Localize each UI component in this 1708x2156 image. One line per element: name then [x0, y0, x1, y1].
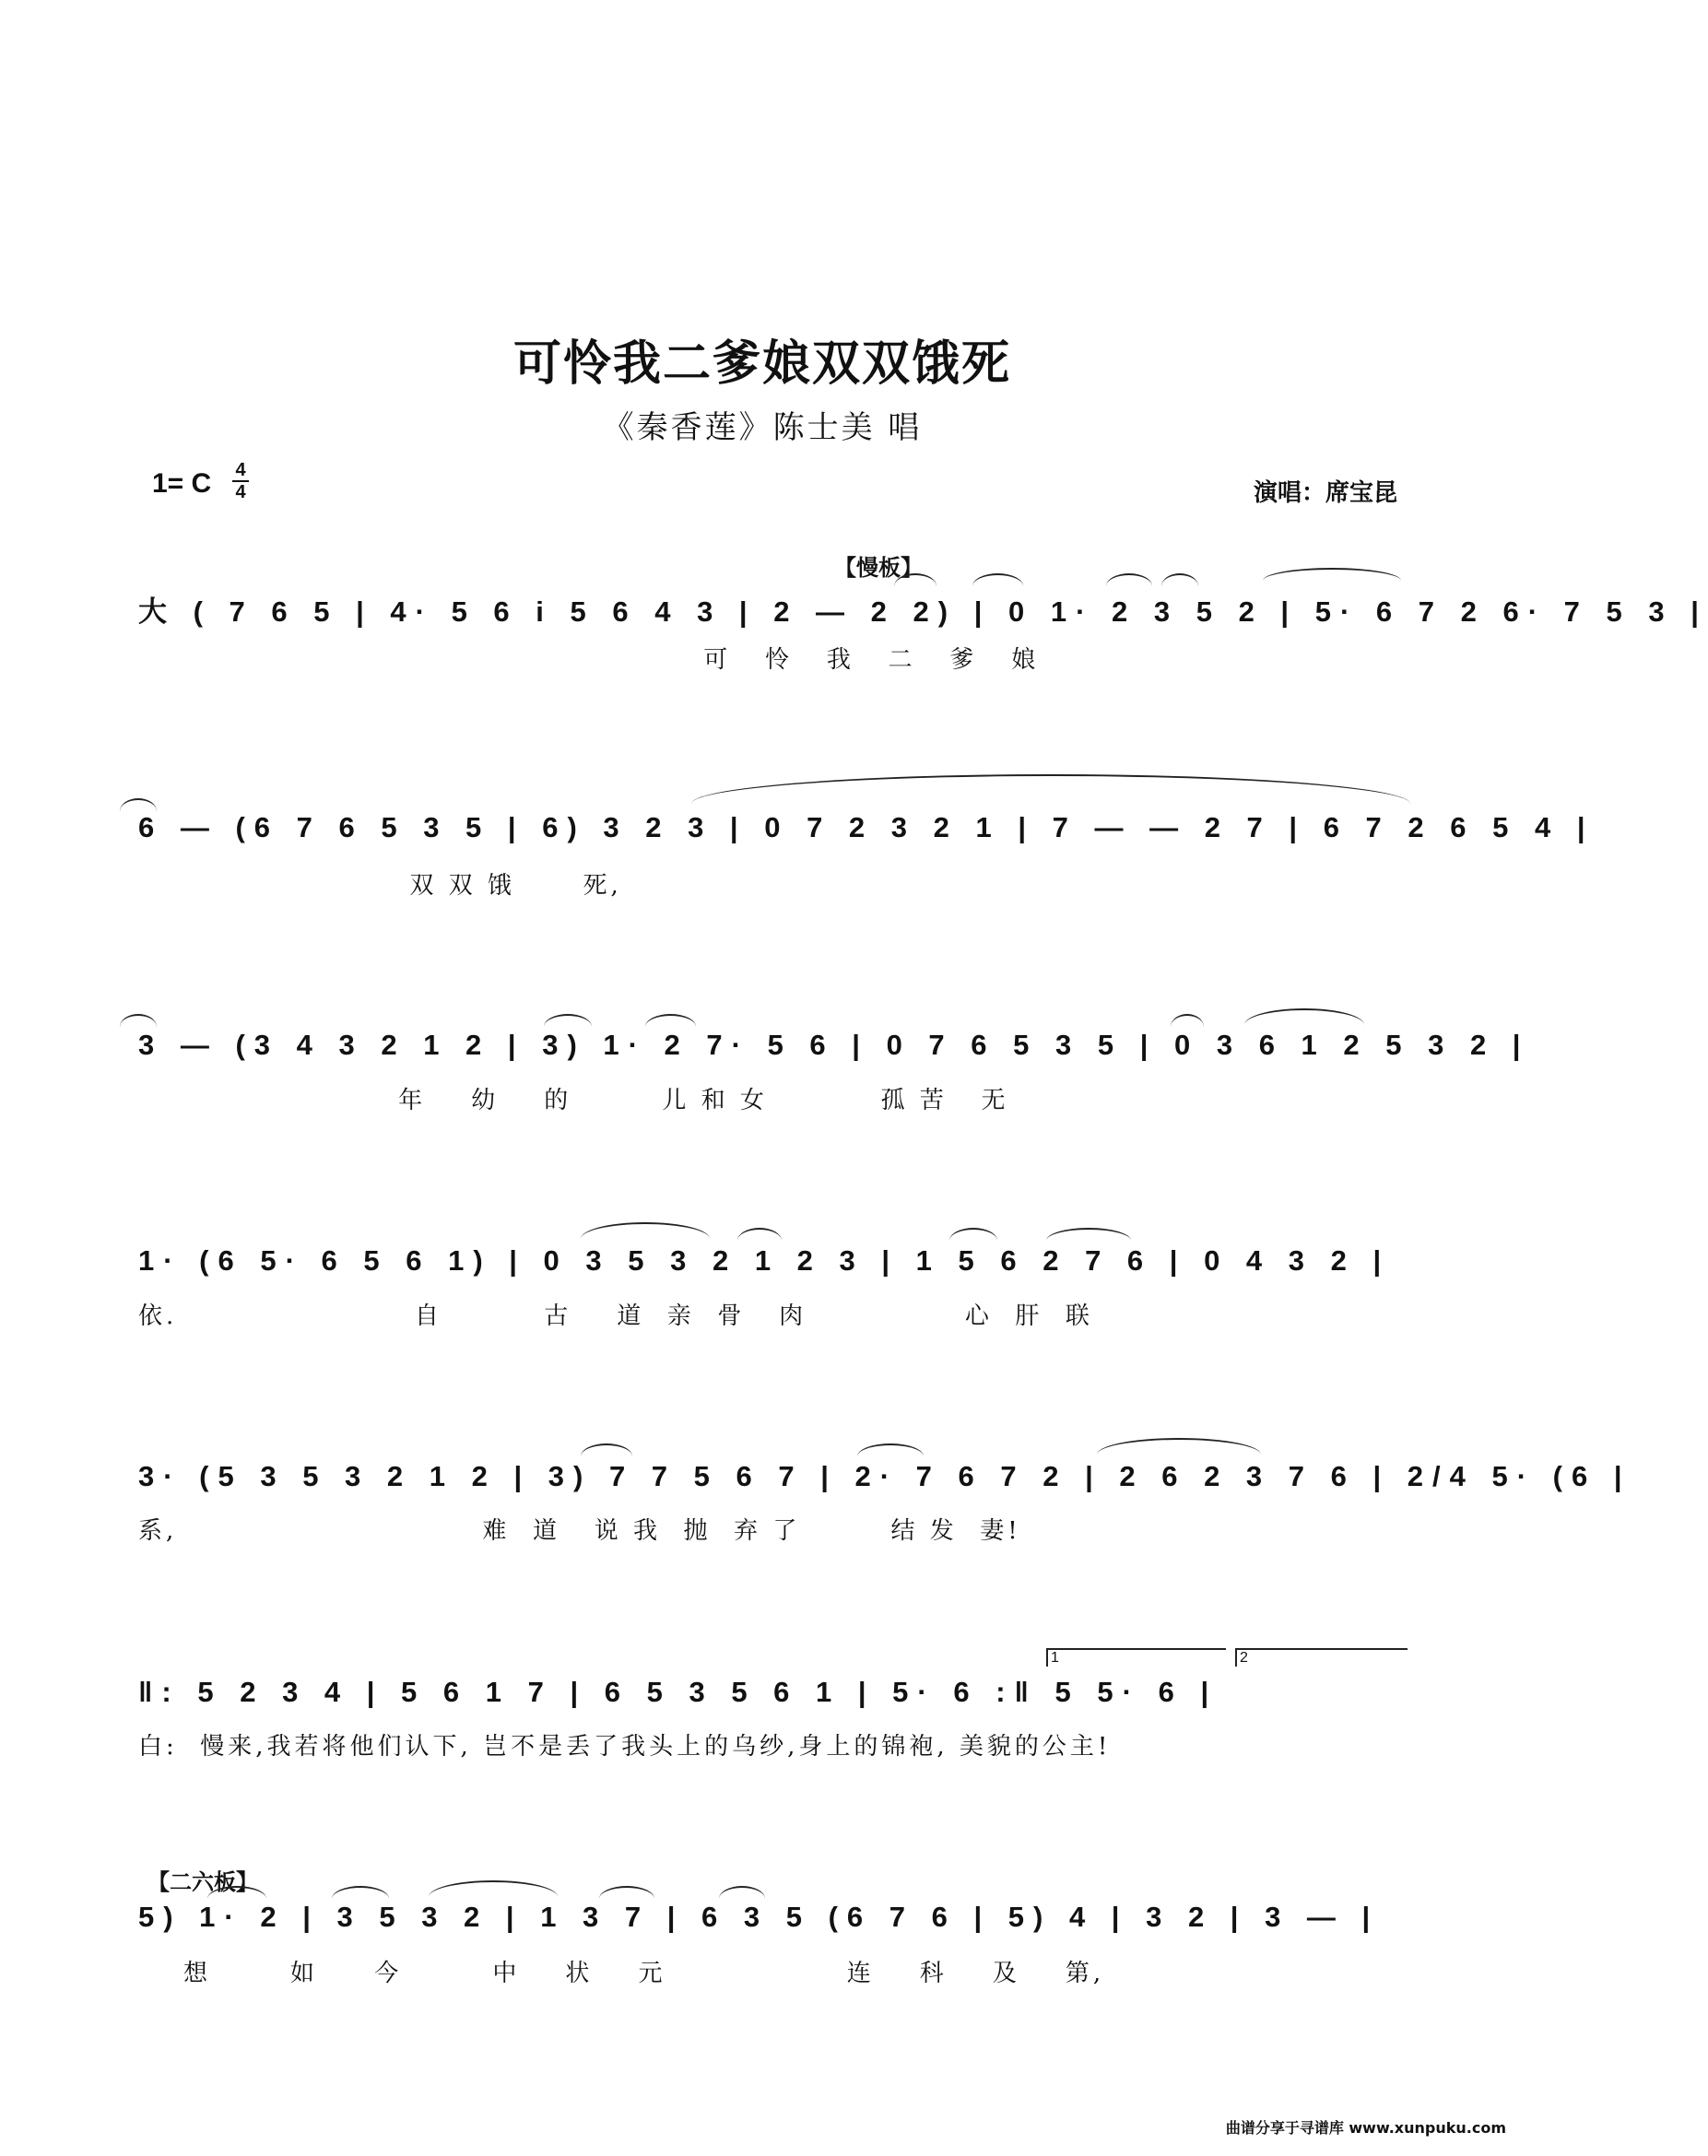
slur — [1106, 573, 1152, 586]
slur — [949, 1228, 997, 1241]
notation-line-7: 5) 1· 2 | 3 5 3 2 | 1 3 7 | 6 3 5 (6 7 6 | 5) 4 | 3 2 | 3 — | — [138, 1901, 1380, 1933]
lyrics-line-7: 想 如 今 中 状 元 连 科 及 第, — [138, 1960, 1105, 1987]
key-signature: 1= C — [152, 468, 212, 499]
slur — [1046, 1228, 1131, 1241]
slur — [719, 1886, 765, 1899]
footer-credit: 曲谱分享于寻谱库 www.xunpuku.com — [1225, 2119, 1506, 2137]
page-subtitle: 《秦香莲》陈士美 唱 — [602, 409, 923, 446]
slur — [1161, 573, 1198, 586]
phrase-slur — [691, 774, 1410, 804]
lyrics-line-1: 可 怜 我 二 爹 娘 — [138, 646, 1040, 674]
time-signature-bottom: 4 — [235, 482, 246, 502]
notation-line-2: 6 — (6 7 6 5 3 5 | 6) 3 2 3 | 0 7 2 3 2 1 | 7 — — 2 7 | 6 7 2 6 5 4 | — [138, 811, 1595, 843]
tempo-marking-erliuban: 【二六板】 — [147, 1869, 258, 1895]
slur — [1171, 1014, 1204, 1027]
slur — [1244, 1008, 1364, 1025]
volta-bracket-1: 1 — [1046, 1648, 1226, 1667]
slur — [972, 573, 1023, 586]
slur — [429, 1880, 558, 1897]
notation-line-4: 1· (6 5· 6 5 6 1) | 0 3 5 3 2 1 2 3 | 1 5 6 2 7 6 | 0 4 3 2 | — [138, 1244, 1391, 1277]
tie — [120, 798, 157, 811]
tie — [120, 1014, 157, 1027]
notation-line-6: ‖: 5 2 3 4 | 5 6 1 7 | 6 5 3 5 6 1 | 5· 6 :‖ 5 5· 6 | — [138, 1676, 1219, 1708]
notation-line-3: 3 — (3 4 3 2 1 2 | 3) 1· 2 7· 5 6 | 0 7 6 5 3 5 | 0 3 6 1 2 5 3 2 | — [138, 1029, 1530, 1061]
tempo-marking-manban: 【慢板】 — [834, 555, 923, 581]
volta-bracket-2: 2 — [1235, 1648, 1408, 1667]
slur — [1263, 568, 1401, 581]
slur — [581, 1443, 632, 1456]
slur — [857, 1443, 924, 1456]
singer-credit: 演唱：席宝昆 — [1253, 479, 1397, 507]
slur — [737, 1228, 782, 1241]
lyrics-line-4: 依. 自 古 道 亲 骨 肉 心 肝 联 — [138, 1302, 1093, 1330]
slur — [599, 1886, 654, 1899]
lyrics-line-3: 年 幼 的 儿 和 女 孤 苦 无 — [138, 1087, 1009, 1114]
slur — [1097, 1438, 1261, 1455]
notation-line-1: 大 ( 7 6 5 | 4· 5 6 i 5 6 4 3 | 2 — 2 2) | 0 1· 2 3 5 2 | 5· 6 7 2 6· 7 5 3 | — [138, 595, 1708, 628]
time-signature-top: 4 — [235, 460, 246, 480]
slur — [645, 1014, 696, 1027]
time-signature — [232, 461, 249, 501]
slur — [581, 1222, 710, 1239]
lyrics-line-2: 双 双 饿 死, — [138, 872, 622, 900]
lyrics-line-5: 系, 难 道 说 我 抛 弃 了 结 发 妻! — [138, 1517, 1021, 1545]
page-title: 可怜我二爹娘双双饿死 — [512, 336, 1011, 392]
slur — [332, 1886, 389, 1899]
notation-line-5: 3· (5 3 5 3 2 1 2 | 3) 7 7 5 6 7 | 2· 7 6 7 2 | 2 6 2 3 7 6 | 2/4 5· (6 | — [138, 1460, 1631, 1492]
dialogue-line: 白: 慢来,我若将他们认下, 岂不是丢了我头上的乌纱,身上的锦袍, 美貌的公主! — [138, 1733, 1112, 1761]
slur — [544, 1014, 592, 1027]
